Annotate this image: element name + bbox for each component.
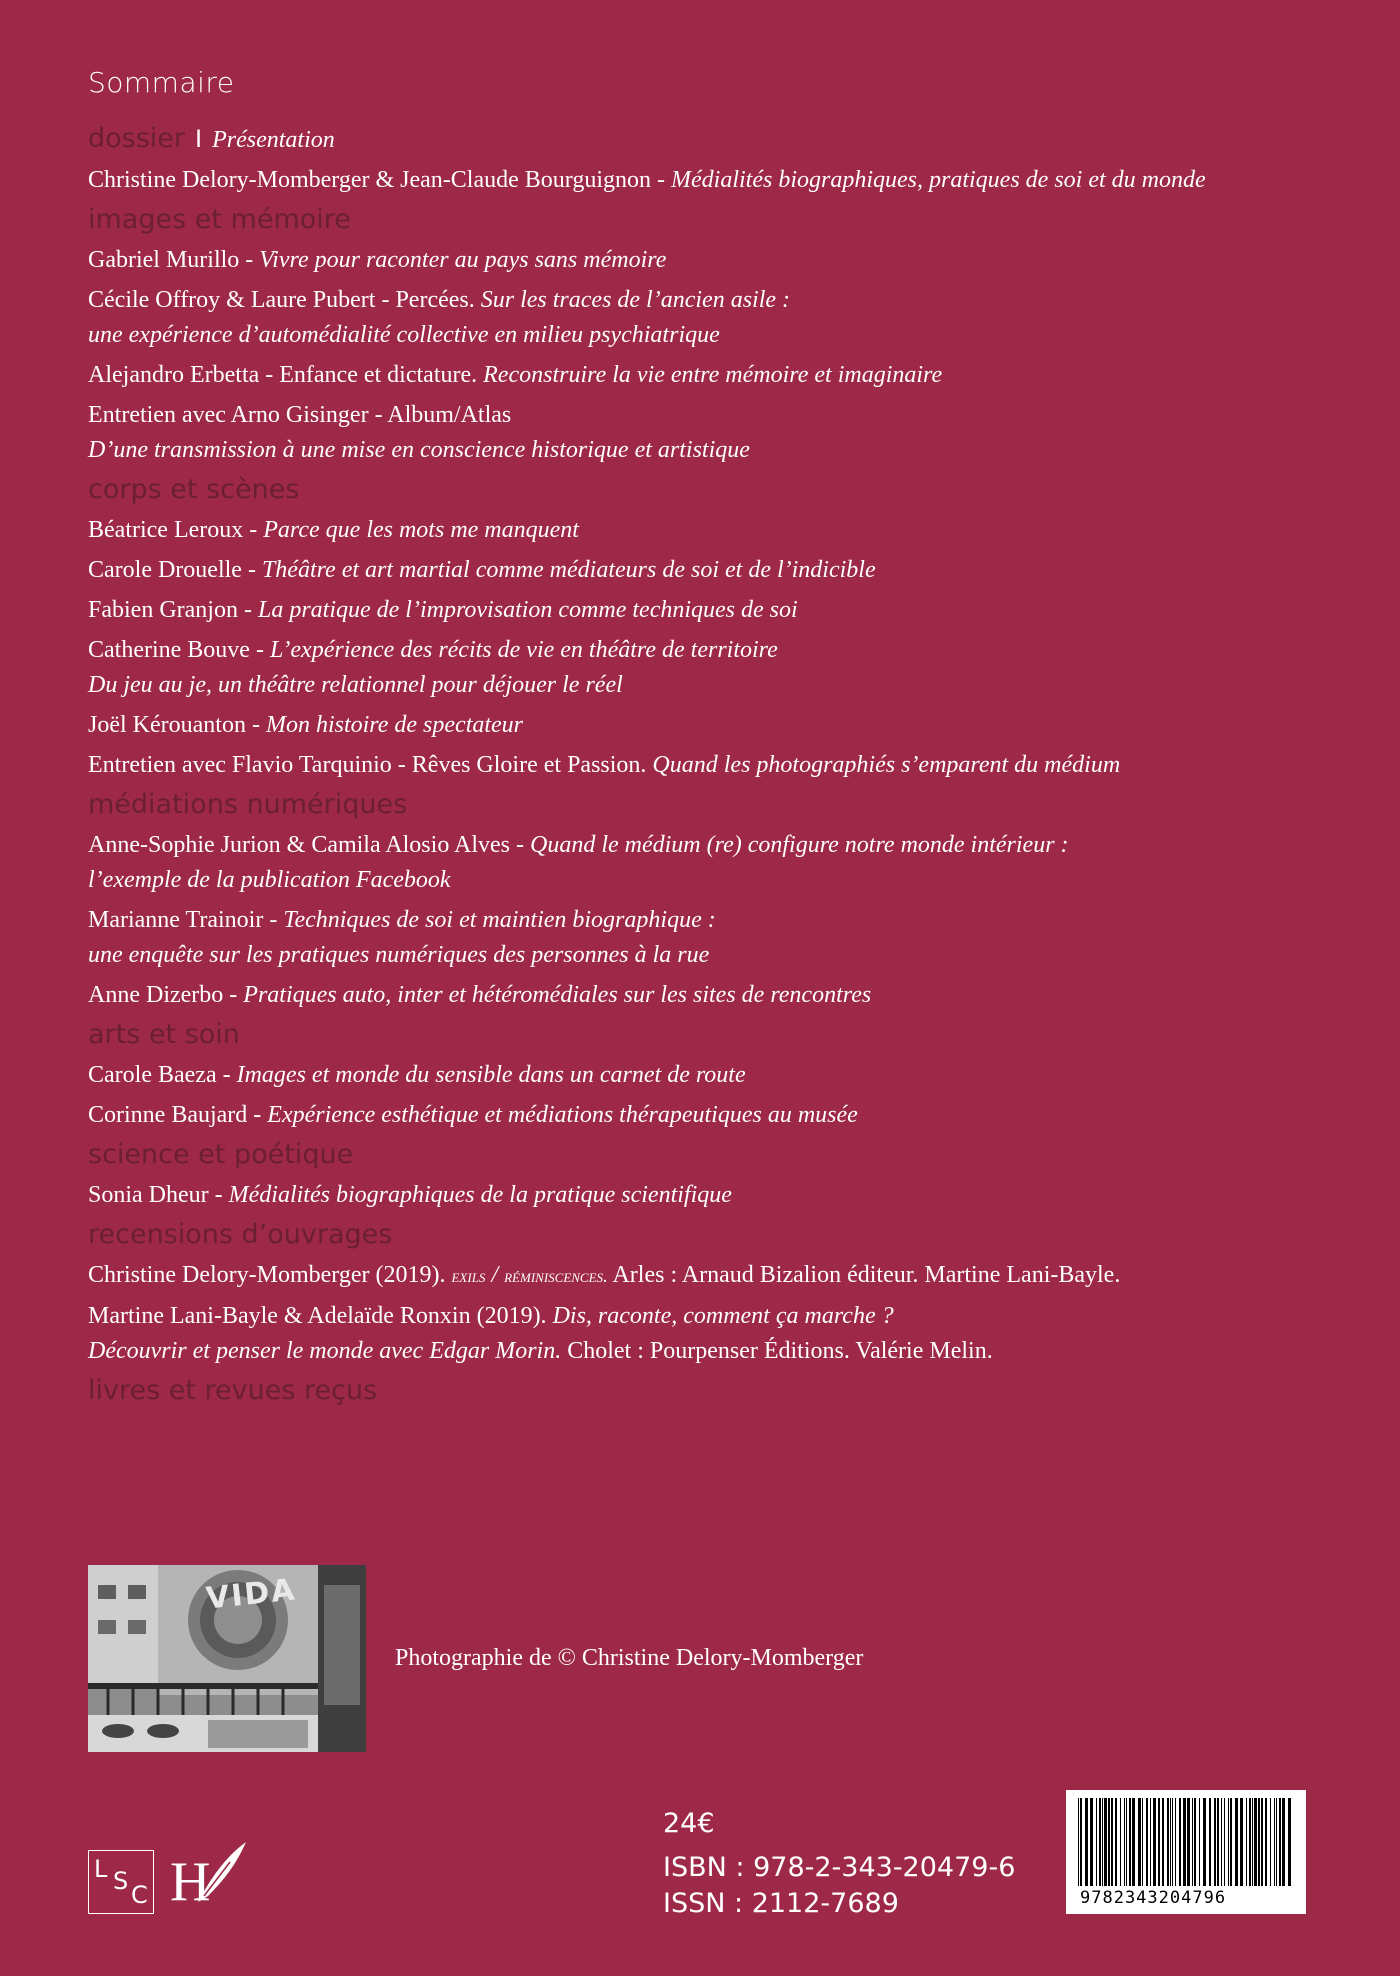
list-item xyxy=(88,1178,1348,1213)
barcode-bar xyxy=(1162,1798,1164,1886)
section-corps-et-scenes: corps et scènes xyxy=(88,474,300,505)
barcode-bar xyxy=(1142,1798,1143,1886)
barcode-bar xyxy=(1102,1798,1103,1886)
barcode-bar xyxy=(1252,1798,1253,1886)
list-item xyxy=(88,1058,1348,1093)
list-item xyxy=(88,1098,1348,1133)
barcode-bar xyxy=(1183,1798,1186,1886)
barcode-bar xyxy=(1230,1798,1232,1886)
barcode-bar xyxy=(1146,1798,1148,1886)
lsc-logo xyxy=(88,1850,154,1914)
entry-subtitle: l’exemple de la publication Facebook xyxy=(88,867,451,893)
list-item xyxy=(88,398,1348,468)
section-images-et-memoire: images et mémoire xyxy=(88,204,351,235)
publisher-logo xyxy=(168,1840,248,1918)
entry-title: Médialités biographiques, pratiques de soi et du monde xyxy=(671,167,1206,193)
barcode-bar xyxy=(1120,1798,1121,1886)
entry-title: Pratiques auto, inter et hétéromédiales sur les sites de rencontres xyxy=(243,982,872,1008)
entry-title: Reconstruire la vie entre mémoire et imaginaire xyxy=(483,362,943,388)
entry-title: Mon histoire de spectateur xyxy=(265,712,524,738)
barcode-bar xyxy=(1108,1798,1110,1886)
entry-authors: Anne Dizerbo - xyxy=(88,982,244,1008)
entry-title: L’expérience des récits de vie en théâtre de territoire xyxy=(269,637,778,663)
section-arts-et-soin: arts et soin xyxy=(88,1019,240,1050)
barcode-bar xyxy=(1170,1798,1171,1886)
entry-title: Théâtre et art martial comme médiateurs de soi et de l’indicible xyxy=(261,557,876,583)
quill-icon xyxy=(168,1840,248,1918)
entry-authors: Marianne Trainoir - xyxy=(88,907,284,933)
barcode-bar xyxy=(1288,1798,1291,1886)
barcode-bar xyxy=(1096,1798,1097,1886)
entry-authors: Gabriel Murillo - xyxy=(88,247,260,273)
section-livres-recus: livres et revues reçus xyxy=(88,1375,378,1406)
entry-authors: Alejandro Erbetta - Enfance et dictature. xyxy=(88,362,484,388)
barcode-bar xyxy=(1179,1798,1181,1886)
logo-letter-l: L xyxy=(94,1855,108,1883)
section-dossier xyxy=(88,122,1348,157)
list-item xyxy=(88,748,1348,783)
barcode-bar xyxy=(1217,1798,1219,1886)
entry-title: Parce que les mots me manquent xyxy=(263,517,579,543)
list-item xyxy=(88,243,1348,278)
barcode-bar xyxy=(1129,1798,1131,1886)
entry-subtitle: une enquête sur les pratiques numériques des personnes à la rue xyxy=(88,942,710,968)
list-item xyxy=(88,903,1348,973)
isbn: ISBN : 978-2-343-20479-6 xyxy=(663,1852,1016,1883)
list-item xyxy=(88,163,1348,198)
review-citation: Martine Lani-Bayle & Adelaïde Ronxin (2019). xyxy=(88,1303,553,1329)
list-item xyxy=(88,1258,1348,1294)
barcode-bar xyxy=(1080,1798,1082,1886)
list-item xyxy=(88,708,1348,743)
entry-title: Quand les photographiés s’emparent du médium xyxy=(652,752,1121,778)
barcode-bar xyxy=(1085,1798,1088,1886)
barcode-bar xyxy=(1279,1798,1281,1886)
barcode-bar xyxy=(1172,1798,1173,1886)
entry-authors: Entretien avec Flavio Tarquinio - Rêves Gloire et Passion. xyxy=(88,752,653,778)
barcode-bar xyxy=(1249,1798,1251,1886)
entry-title: Sur les traces de l’ancien asile : xyxy=(480,287,791,313)
issn: ISSN : 2112-7689 xyxy=(663,1888,899,1919)
barcode-bar xyxy=(1124,1798,1125,1886)
barcode-bar xyxy=(1192,1798,1193,1886)
barcode-bar xyxy=(1254,1798,1257,1886)
barcode-bar xyxy=(1203,1798,1206,1886)
barcode-bar xyxy=(1078,1798,1079,1886)
barcode-bar xyxy=(1265,1798,1267,1886)
section-label: dossier xyxy=(88,123,186,154)
barcode-bar xyxy=(1132,1798,1135,1886)
logo-letter-c: C xyxy=(131,1881,148,1909)
barcode-bar xyxy=(1276,1798,1277,1886)
entry-authors: Carole Baeza - xyxy=(88,1062,237,1088)
entry-authors: Catherine Bouve - xyxy=(88,637,270,663)
barcode-bar xyxy=(1187,1798,1190,1886)
price: 24€ xyxy=(663,1808,715,1839)
photo-credit: Photographie de © Christine Delory-Momberger xyxy=(395,1645,864,1671)
review-title: Dis, raconte, comment ça marche ? xyxy=(552,1303,894,1329)
barcode-bar xyxy=(1221,1798,1222,1886)
barcode-bar xyxy=(1270,1798,1271,1886)
review-subtitle: Découvrir et penser le monde avec Edgar Morin. xyxy=(88,1338,562,1364)
entry-title: Vivre pour raconter au pays sans mémoire xyxy=(259,247,667,273)
barcode-bar xyxy=(1209,1798,1211,1886)
barcode-bar xyxy=(1104,1798,1107,1886)
barcode-number: 9782343204796 xyxy=(1080,1888,1227,1908)
logo-letter-s: S xyxy=(113,1867,129,1895)
barcode-bar xyxy=(1175,1798,1176,1886)
list-item xyxy=(88,633,1348,703)
barcode-bar xyxy=(1235,1798,1238,1886)
page-title: Sommaire xyxy=(88,66,235,99)
barcode-bar xyxy=(1261,1798,1263,1886)
entry-authors: Joël Kérouanton - xyxy=(88,712,266,738)
list-item xyxy=(88,513,1348,548)
table-of-contents xyxy=(88,118,1348,1414)
review-publisher: Arles : Arnaud Bizalion éditeur. Martine Lani-Bayle. xyxy=(607,1262,1121,1288)
barcode-bar xyxy=(1214,1798,1216,1886)
barcode-bar xyxy=(1199,1798,1200,1886)
barcode-bar xyxy=(1246,1798,1247,1886)
section-recensions: recensions d’ouvrages xyxy=(88,1219,393,1250)
barcode-bar xyxy=(1282,1798,1285,1886)
list-item xyxy=(88,828,1348,898)
entry-title: Images et monde du sensible dans un carnet de route xyxy=(236,1062,746,1088)
review-separator: / xyxy=(485,1262,505,1288)
cover-photograph xyxy=(88,1565,366,1752)
entry-authors: Sonia Dheur - xyxy=(88,1182,229,1208)
barcode-bar xyxy=(1090,1798,1093,1886)
section-science-et-poetique: science et poétique xyxy=(88,1139,354,1170)
barcode-bar xyxy=(1274,1798,1275,1886)
presentation-label: Présentation xyxy=(212,127,335,153)
entry-authors: Carole Drouelle - xyxy=(88,557,262,583)
barcode-bar xyxy=(1126,1798,1127,1886)
list-item xyxy=(88,358,1348,393)
barcode xyxy=(1066,1790,1306,1914)
entry-authors: Corinne Baujard - xyxy=(88,1102,268,1128)
entry-subtitle: D’une transmission à une mise en conscience historique et artistique xyxy=(88,437,750,463)
barcode-bar xyxy=(1138,1798,1141,1886)
review-title: exils xyxy=(451,1266,486,1287)
barcode-bar xyxy=(1240,1798,1243,1886)
entry-subtitle: Du jeu au je, un théâtre relationnel pour déjouer le réel xyxy=(88,672,623,698)
list-item xyxy=(88,283,1348,353)
list-item xyxy=(88,593,1348,628)
review-title: réminiscences. xyxy=(504,1266,608,1287)
barcode-bar xyxy=(1158,1798,1160,1886)
list-item xyxy=(88,1299,1348,1369)
review-publisher: Cholet : Pourpenser Éditions. Valérie Melin. xyxy=(561,1338,993,1364)
barcode-bars xyxy=(1076,1798,1296,1886)
entry-title: Expérience esthétique et médiations thérapeutiques au musée xyxy=(267,1102,858,1128)
entry-authors: Béatrice Leroux - xyxy=(88,517,264,543)
entry-title: Techniques de soi et maintien biographique : xyxy=(283,907,716,933)
list-item xyxy=(88,978,1348,1013)
entry-subtitle: une expérience d’automédialité collective en milieu psychiatrique xyxy=(88,322,720,348)
barcode-bar xyxy=(1228,1798,1229,1886)
barcode-bar xyxy=(1111,1798,1113,1886)
section-mediations-numeriques: médiations numériques xyxy=(88,789,408,820)
barcode-bar xyxy=(1167,1798,1169,1886)
entry-title: La pratique de l’improvisation comme techniques de soi xyxy=(257,597,798,623)
review-citation: Christine Delory-Momberger (2019). xyxy=(88,1262,452,1288)
wall-graffiti: VIDA xyxy=(204,1572,299,1617)
entry-authors: Anne-Sophie Jurion & Camila Alosio Alves - xyxy=(88,832,530,858)
barcode-bar xyxy=(1115,1798,1117,1886)
entry-authors: Cécile Offroy & Laure Pubert - Percées. xyxy=(88,287,481,313)
entry-authors: Fabien Granjon - xyxy=(88,597,258,623)
publisher-mark: H xyxy=(170,1851,211,1913)
entry-authors: Christine Delory-Momberger & Jean-Claude Bourguignon - xyxy=(88,167,672,193)
barcode-bar xyxy=(1258,1798,1260,1886)
list-item xyxy=(88,553,1348,588)
entry-title: Quand le médium (re) configure notre monde intérieur : xyxy=(529,832,1069,858)
separator: I xyxy=(195,125,203,153)
entry-authors: Entretien avec Arno Gisinger - Album/Atlas xyxy=(88,402,512,428)
barcode-bar xyxy=(1153,1798,1156,1886)
barcode-bar xyxy=(1224,1798,1225,1886)
entry-title: Médialités biographiques de la pratique scientifique xyxy=(228,1182,732,1208)
barcode-bar xyxy=(1194,1798,1196,1886)
barcode-bar xyxy=(1150,1798,1151,1886)
barcode-bar xyxy=(1099,1798,1101,1886)
